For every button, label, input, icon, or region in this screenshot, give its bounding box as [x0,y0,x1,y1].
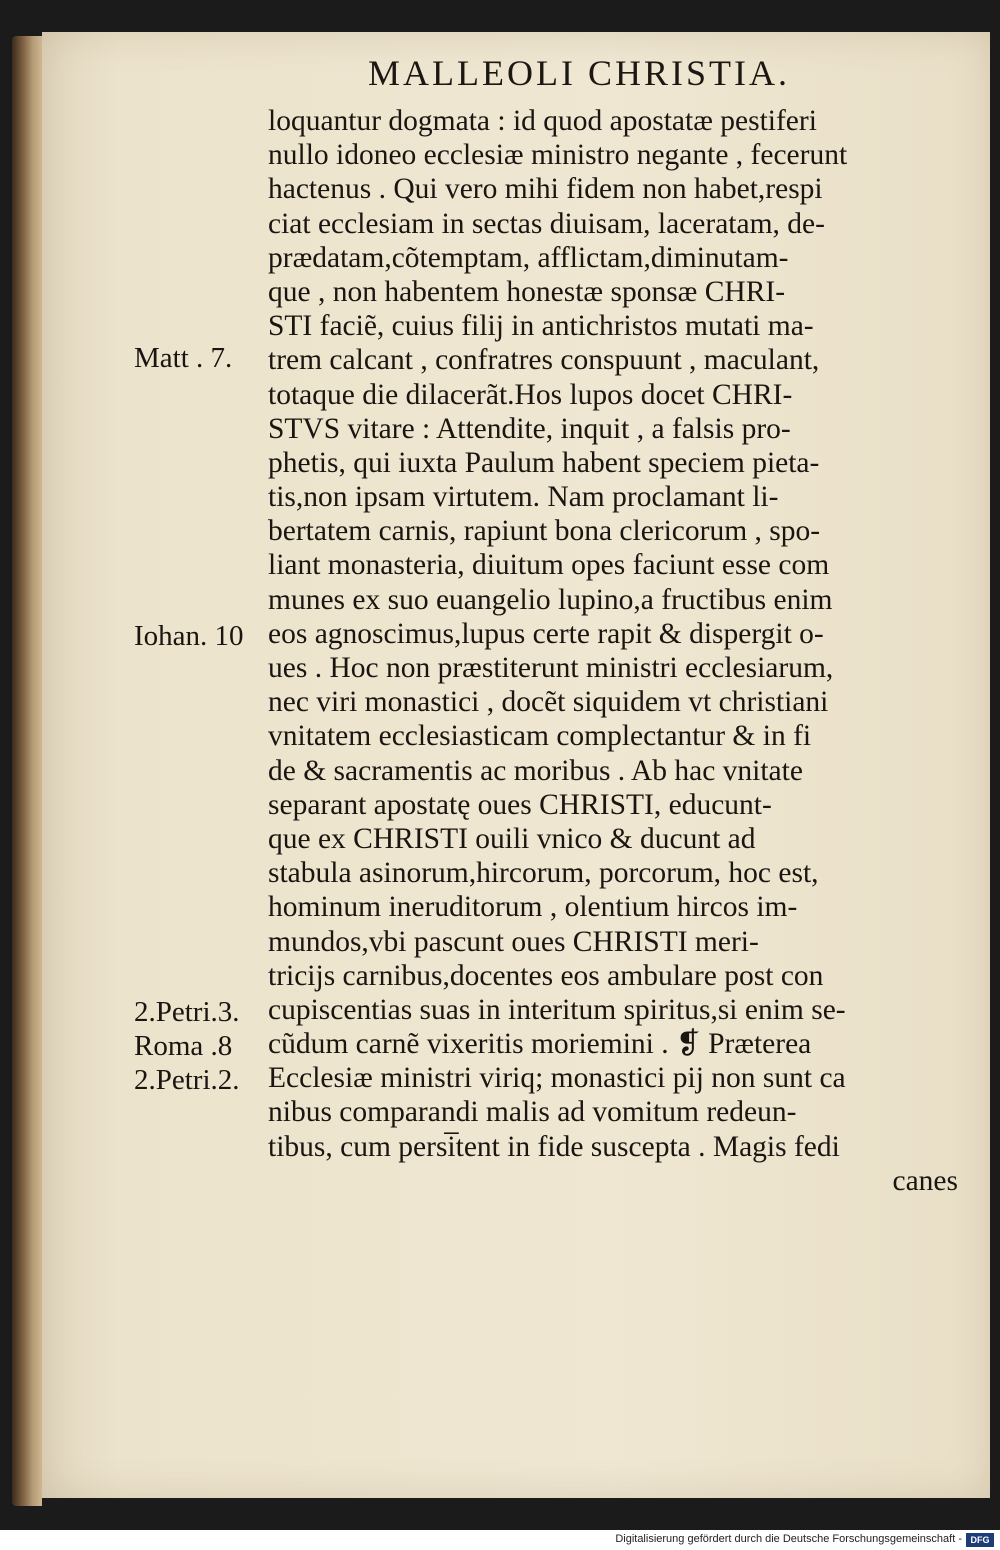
text-line: trem calcant , confratres conspuunt , maculant, [268,344,820,377]
text-line: phetis, qui iuxta Paulum habent speciem pieta- [268,446,820,479]
text-line: hominum ineruditorum , olentium hircos im- [268,891,798,924]
text-line: totaque die dilacerãt.Hos lupos docet CHRI- [268,378,793,411]
text-line: Ecclesiæ ministri viriq; monastici pij non sunt ca [268,1062,846,1095]
text-line: nec viri monastici , docẽt siquidem vt christiani [268,686,829,719]
margin-note-petri-2: 2.Petri.2. [134,1064,240,1096]
text-line: hactenus . Qui vero mihi fidem non habet,respi [268,173,823,206]
text-line: prædatam,cõtemptam, afflictam,diminutam- [268,241,789,274]
text-line: ciat ecclesiam in sectas diuisam, laceratam, de- [268,207,825,240]
text-line: nibus comparandi malis ad vomitum redeun- [268,1096,797,1129]
margin-note-petri-3: 2.Petri.3. [134,996,240,1028]
text-line: cupiscentias suas in interitum spiritus,si enim se- [268,993,846,1026]
margin-note-iohan: Iohan. 10 [134,620,244,652]
dfg-logo: DFG [966,1533,994,1547]
text-line: mundos,vbi pascunt oues CHRISTI meri- [268,925,759,958]
text-line: tibus, cum persi̅tent in fide suscepta . Magis fedi [268,1130,840,1163]
dfg-credit: Digitalisierung gefördert durch die Deutsche Forschungsgemeinschaft - [615,1533,962,1545]
text-line: tis,non ipsam virtutem. Nam proclamant li- [268,481,779,514]
text-line: tricijs carnibus,docentes eos ambulare post con [268,959,824,992]
text-line: eos agnoscimus,lupus certe rapit & dispergit o- [268,617,824,650]
book-edge [12,36,42,1506]
text-line: que , non habentem honestæ sponsæ CHRI- [268,275,786,308]
text-line: STVS vitare : Attendite, inquit , a falsis pro- [268,412,791,445]
text-line: munes ex suo euangelio lupino,a fructibus enim [268,583,833,616]
text-line: ues . Hoc non præstiterunt ministri ecclesiarum, [268,652,834,684]
body-text [268,104,958,1198]
text-line: nullo idoneo ecclesiæ ministro negante , fecerunt [268,139,848,172]
text-line: liant monasteria, diuitum opes faciunt esse com [268,549,830,582]
text-line: stabula asinorum,hircorum, porcorum, hoc est, [268,857,819,890]
catchword: canes [892,1164,958,1197]
text-line: que ex CHRISTI ouili vnico & ducunt ad [268,822,756,855]
running-head: MALLEOLI CHRISTIA. [368,53,790,93]
margin-note-roma: Roma .8 [134,1030,233,1062]
text-line: loquantur dogmata : id quod apostatæ pestiferi [268,105,817,137]
text-line: vnitatem ecclesiasticam complectantur & in fi [268,720,812,753]
text-line: cũdum carnẽ vixeritis moriemini . ❡ Præterea [268,1028,812,1061]
book-page [42,32,990,1498]
text-line: de & sacramentis ac moribus . Ab hac vnitate [268,754,803,787]
text-line: STI faciẽ, cuius filij in antichristos mutati ma- [268,310,814,343]
margin-note-matt: Matt . 7. [134,342,233,374]
text-line: bertatem carnis, rapiunt bona clericorum , spo- [268,515,821,548]
footer-bar [0,1530,1000,1550]
text-line: separant apostatę oues CHRISTI, educunt- [268,788,772,821]
